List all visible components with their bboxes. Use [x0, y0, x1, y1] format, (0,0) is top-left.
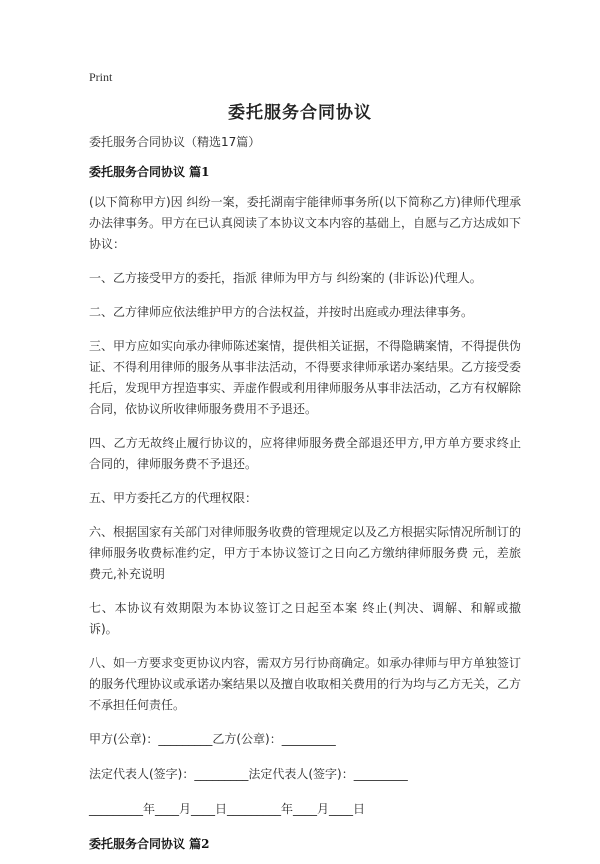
section-heading-1: 委托服务合同协议 篇1 — [89, 165, 210, 179]
paragraph-clause-3: 三、甲方应如实向承办律师陈述案情，提供相关证据，不得隐瞒案情，不得提供伪证、不得利用律师的服务从事非法活动，不得要求律师承诺办案结果。乙方接受委托后，发现甲方捏造事实、弄虚作假或利用律师服务从事非法活动，乙方有权解除合同，依协议所收律师服务费用不予退还。 — [89, 339, 522, 416]
page-title: 委托服务合同协议 — [228, 103, 372, 123]
section-heading-2: 委托服务合同协议 篇2 — [89, 837, 210, 851]
paragraph-clause-8: 八、如一方要求变更协议内容，需双方另行协商确定。如承办律师与甲方单独签订的服务代理协议或承诺办案结果以及擅自收取相关费用的行为均与乙方无关，乙方不承担任何责任。 — [89, 656, 522, 712]
paragraph-clause-1: 一、乙方接受甲方的委托，指派 律师为甲方与 纠纷案的 (非诉讼)代理人。 — [89, 271, 482, 285]
paragraph-clause-5: 五、甲方委托乙方的代理权限： — [89, 491, 258, 505]
paragraph-clause-4: 四、乙方无故终止履行协议的，应将律师服务费全部退还甲方,甲方单方要求终止合同的，律师服务费不予退还。 — [89, 436, 521, 471]
document-subtitle: 委托服务合同协议（精选17篇） — [89, 135, 261, 149]
signature-line-dates: _________年____月____日_________年____月____日 — [89, 802, 366, 816]
print-link[interactable]: Print — [89, 70, 113, 84]
paragraph-clause-6: 六、根据国家有关部门对律师服务收费的管理规定以及乙方根据实际情况所制订的律师服务收费标准约定，甲方于本协议签订之日向乙方缴纳律师服务费 元，差旅费元,补充说明 — [89, 525, 522, 581]
paragraph-intro: (以下简称甲方)因 纠纷一案，委托湖南宇能律师事务所(以下简称乙方)律师代理承办法律事务。甲方在已认真阅读了本协议文本内容的基础上，自愿与乙方达成如下协议： — [89, 195, 522, 251]
signature-line-representatives: 法定代表人(签字)：_________法定代表人(签字)：_________ — [89, 767, 408, 781]
signature-line-seals: 甲方(公章)：_________乙方(公章)：_________ — [89, 732, 336, 746]
paragraph-clause-7: 七、本协议有效期限为本协议签订之日起至本案 终止(判决、调解、和解或撤诉)。 — [89, 601, 521, 636]
paragraph-clause-2: 二、乙方律师应依法维护甲方的合法权益，并按时出庭或办理法律事务。 — [89, 305, 474, 319]
document-body — [89, 132, 521, 864]
